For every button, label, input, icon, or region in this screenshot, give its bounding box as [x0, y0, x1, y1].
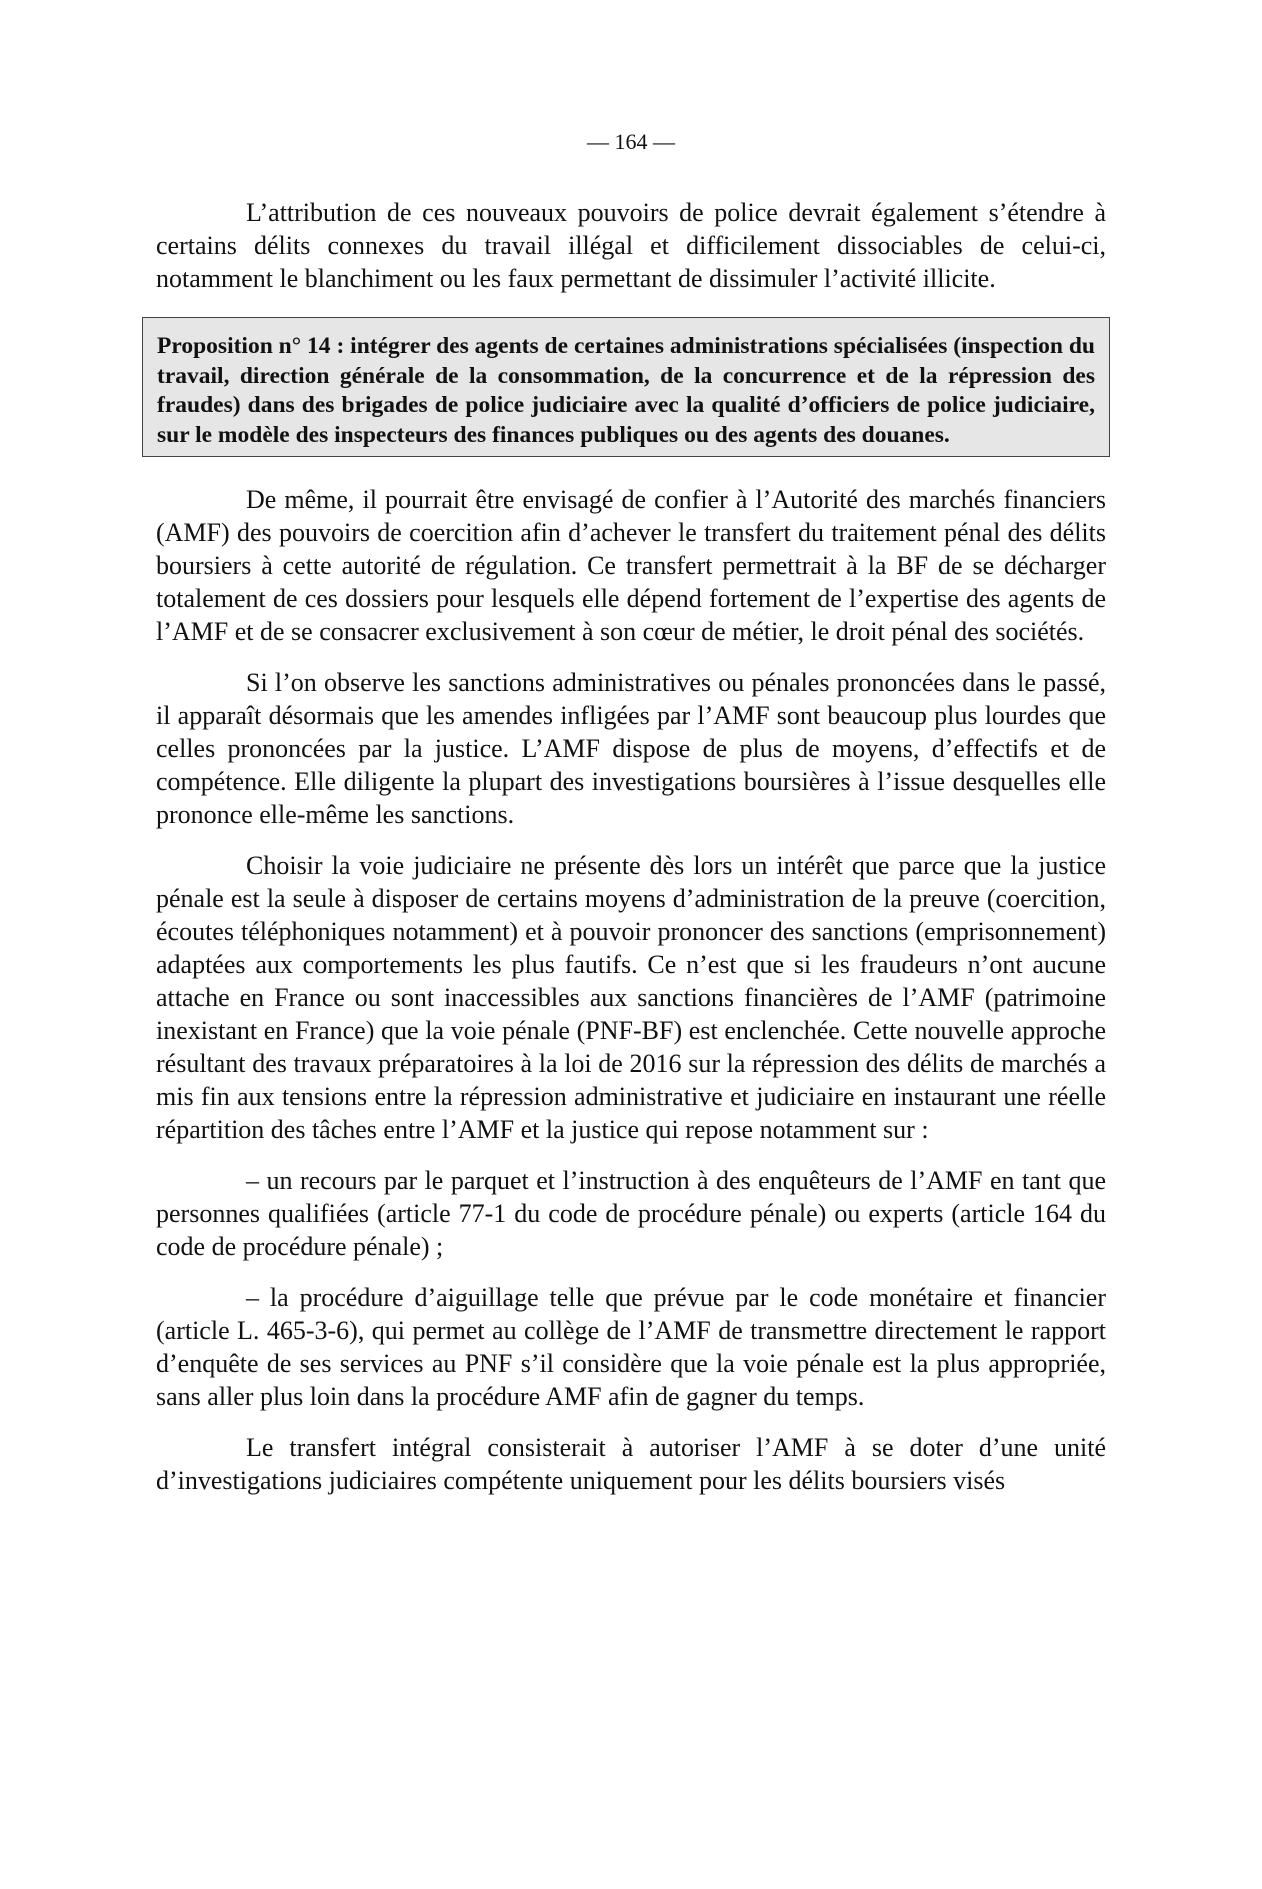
page-content	[156, 196, 1106, 1515]
paragraph-police-powers: L’attribution de ces nouveaux pouvoirs de police devrait également s’étendre à certains délits connexes du travail illégal et difficilement dissociables de celui-ci, notamment le blanchiment ou les faux permettant de dissimuler l’activité illicite.	[156, 198, 1106, 293]
paragraph-judicial-route: Choisir la voie judiciaire ne présente dès lors un intérêt que parce que la justice pénale est la seule à disposer de certains moyens d’administration de la preuve (coercition, écoutes téléphoniques notamment) et à pouvoir prononcer des sanctions (emprisonnement) adaptées aux comportements les plus fautifs. Ce n’est que si les fraudeurs n’ont aucune attache en France ou sont inaccessibles aux sanctions financières de l’AMF (patrimoine inexistant en France) que la voie pénale (PNF-BF) est enclenchée. Cette nouvelle approche résultant des travaux préparatoires à la loi de 2016 sur la répression des délits de marchés a mis fin aux tensions entre la répression administrative et judiciaire en instaurant une réelle répartition des tâches entre l’AMF et la justice qui repose notamment sur :	[156, 851, 1106, 1144]
paragraph-amf-coercion: De même, il pourrait être envisagé de confier à l’Autorité des marchés financiers (AMF) des pouvoirs de coercition afin d’achever le transfert du traitement pénal des délits boursiers à cette autorité de régulation. Ce transfert permettrait à la BF de se décharger totalement de ces dossiers pour lesquels elle dépend fortement de l’expertise des agents de l’AMF et de se consacrer exclusivement à son cœur de métier, le droit pénal des sociétés.	[156, 485, 1106, 646]
page-number: — 164 —	[587, 129, 675, 154]
paragraph-sanctions: Si l’on observe les sanctions administratives ou pénales prononcées dans le passé, il apparaît désormais que les amendes infligées par l’AMF sont beaucoup plus lourdes que celles prononcées par la justice. L’AMF dispose de plus de moyens, d’effectifs et de compétence. Elle diligente la plupart des investigations boursières à l’issue desquelles elle prononce elle-même les sanctions.	[156, 668, 1106, 829]
proposal-text: Proposition n° 14 : intégrer des agents de certaines administrations spécialisées (inspection du travail, direction générale de la consommation, de la concurrence et de la répression des fraudes) dans des brigades de police judiciaire avec la qualité d’officiers de police judiciaire, sur le modèle des inspecteurs des finances publiques ou des agents des douanes.	[157, 333, 1095, 448]
list-item-aiguillage: – la procédure d’aiguillage telle que prévue par le code monétaire et financier (article L. 465-3-6), qui permet au collège de l’AMF de transmettre directement le rapport d’enquête de ses services au PNF s’il considère que la voie pénale est la plus appropriée, sans aller plus loin dans la procédure AMF afin de gagner du temps.	[156, 1283, 1106, 1411]
paragraph-full-transfer: Le transfert intégral consisterait à autoriser l’AMF à se doter d’une unité d’investigations judiciaires compétente uniquement pour les délits boursiers visés	[156, 1433, 1106, 1495]
proposal-box	[142, 317, 1110, 457]
list-item-experts: – un recours par le parquet et l’instruction à des enquêteurs de l’AMF en tant que personnes qualifiées (article 77-1 du code de procédure pénale) ou experts (article 164 du code de procédure pénale) ;	[156, 1166, 1106, 1261]
